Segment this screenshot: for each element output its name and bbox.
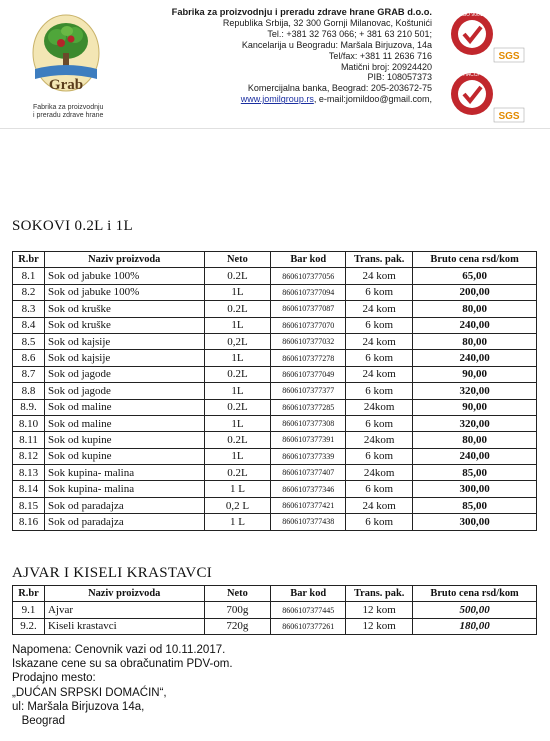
transport-package-cell: 6 kom — [346, 481, 413, 497]
col-header-net: Neto — [204, 252, 271, 268]
price-cell: 85,00 — [413, 465, 537, 481]
table-row — [13, 383, 537, 399]
table-row — [13, 497, 537, 513]
item-number-cell: 8.15 — [13, 497, 45, 513]
barcode-cell: 8606107377377 — [271, 383, 346, 399]
svg-text:HACCP: HACCP — [463, 72, 481, 78]
table-row — [13, 465, 537, 481]
price-cell: 80,00 — [413, 333, 537, 349]
transport-package-cell: 24 kom — [346, 301, 413, 317]
net-volume-cell: 1L — [204, 415, 271, 431]
transport-package-cell: 24 kom — [346, 268, 413, 284]
price-list-notes — [12, 643, 233, 728]
company-logo — [31, 13, 101, 93]
company-pib: PIB: 108057373 — [367, 72, 432, 83]
item-number-cell: 8.7 — [13, 366, 45, 382]
transport-package-cell: 6 kom — [346, 350, 413, 366]
table-row — [13, 301, 537, 317]
transport-package-cell: 12 kom — [346, 618, 413, 634]
barcode-cell: 8606107377285 — [271, 399, 346, 415]
net-volume-cell: 700g — [204, 602, 271, 618]
transport-package-cell: 24kom — [346, 432, 413, 448]
item-number-cell: 8.11 — [13, 432, 45, 448]
note-line: Iskazane cene su sa obračunatim PDV-om. — [12, 658, 233, 671]
table-header-row — [13, 252, 537, 268]
col-header-number: R.br — [13, 586, 45, 602]
product-name-cell: Kiseli krastavci — [44, 618, 204, 634]
transport-package-cell: 6 kom — [346, 415, 413, 431]
table-row — [13, 618, 537, 634]
table-row — [13, 268, 537, 284]
item-number-cell: 9.1 — [13, 602, 45, 618]
sgs-brand: SGS — [498, 111, 520, 122]
price-cell: 320,00 — [413, 383, 537, 399]
transport-package-cell: 6 kom — [346, 383, 413, 399]
price-cell: 240,00 — [413, 448, 537, 464]
price-cell: 85,00 — [413, 497, 537, 513]
transport-package-cell: 12 kom — [346, 602, 413, 618]
barcode-cell: 8606107377056 — [271, 268, 346, 284]
item-number-cell: 8.3 — [13, 301, 45, 317]
barcode-cell: 8606107377346 — [271, 481, 346, 497]
office-address: Kancelarija u Beogradu: Maršala Birjuzova, 14a — [241, 39, 432, 50]
product-name-cell: Sok od jabuke 100% — [44, 284, 204, 300]
price-cell: 90,00 — [413, 366, 537, 382]
transport-package-cell: 6 kom — [346, 514, 413, 530]
company-email: , e-mail:jomildoo@gmail.com, — [313, 94, 432, 105]
item-number-cell: 8.12 — [13, 448, 45, 464]
product-name-cell: Sok od jabuke 100% — [44, 268, 204, 284]
product-name-cell: Sok od kajsije — [44, 350, 204, 366]
item-number-cell: 9.2. — [13, 618, 45, 634]
note-line: Beograd — [12, 715, 66, 728]
col-header-net: Neto — [204, 586, 271, 602]
item-number-cell: 8.6 — [13, 350, 45, 366]
col-header-barcode: Bar kod — [271, 586, 346, 602]
product-name-cell: Sok od kajsije — [44, 333, 204, 349]
net-volume-cell: 1L — [204, 448, 271, 464]
company-address: Republika Srbija, 32 300 Gornji Milanovac, Koštunići — [222, 17, 432, 28]
item-number-cell: 8.1 — [13, 268, 45, 284]
company-bank: Komercijalna banka, Beograd: 205-203672-75 — [247, 83, 432, 94]
price-cell: 200,00 — [413, 284, 537, 300]
table-header-row — [13, 586, 537, 602]
section-title-ajvar: AJVAR I KISELI KRASTAVCI — [12, 565, 213, 581]
product-name-cell: Sok od kupine — [44, 448, 204, 464]
item-number-cell: 8.13 — [13, 465, 45, 481]
col-header-package: Trans. pak. — [346, 252, 413, 268]
product-name-cell: Sok od paradajza — [44, 514, 204, 530]
logo-text: Grab — [48, 77, 84, 93]
website-link[interactable]: www.jomilgroup.rs — [240, 94, 314, 105]
table-row — [13, 350, 537, 366]
barcode-cell: 8606107377438 — [271, 514, 346, 530]
price-cell: 300,00 — [413, 481, 537, 497]
product-name-cell: Sok od kupine — [44, 432, 204, 448]
company-phone: Tel.: +381 32 763 066; + 381 63 210 501; — [267, 28, 432, 39]
item-number-cell: 8.8 — [13, 383, 45, 399]
barcode-cell: 8606107377421 — [271, 497, 346, 513]
item-number-cell: 8.5 — [13, 333, 45, 349]
net-volume-cell: 1 L — [204, 514, 271, 530]
net-volume-cell: 1 L — [204, 481, 271, 497]
net-volume-cell: 0,2 L — [204, 497, 271, 513]
table-row — [13, 399, 537, 415]
haccp-certificate-badge — [448, 68, 526, 126]
transport-package-cell: 24 kom — [346, 333, 413, 349]
product-name-cell: Sok od paradajza — [44, 497, 204, 513]
barcode-cell: 8606107377261 — [271, 618, 346, 634]
product-name-cell: Sok od maline — [44, 399, 204, 415]
net-volume-cell: 0.2L — [204, 301, 271, 317]
company-info — [102, 7, 432, 105]
col-header-product: Naziv proizvoda — [44, 252, 204, 268]
logo-caption-line: i preradu zdrave hrane — [33, 112, 104, 119]
table-row — [13, 514, 537, 530]
price-cell: 240,00 — [413, 350, 537, 366]
transport-package-cell: 6 kom — [346, 284, 413, 300]
net-volume-cell: 1L — [204, 317, 271, 333]
sgs-brand: SGS — [498, 51, 520, 62]
table-row — [13, 366, 537, 382]
product-name-cell: Ajvar — [44, 602, 204, 618]
net-volume-cell: 0.2L — [204, 465, 271, 481]
col-header-price: Bruto cena rsd/kom — [413, 586, 537, 602]
item-number-cell: 8.4 — [13, 317, 45, 333]
table-row — [13, 432, 537, 448]
table-row — [13, 481, 537, 497]
transport-package-cell: 24kom — [346, 399, 413, 415]
table-row — [13, 333, 537, 349]
barcode-cell: 8606107377032 — [271, 333, 346, 349]
product-name-cell: Sok od jagode — [44, 383, 204, 399]
col-header-price: Bruto cena rsd/kom — [413, 252, 537, 268]
item-number-cell: 8.14 — [13, 481, 45, 497]
table-row — [13, 284, 537, 300]
logo-caption-line: Fabrika za proizvodnju — [33, 104, 104, 111]
net-volume-cell: 1L — [204, 350, 271, 366]
product-name-cell: Sok od maline — [44, 415, 204, 431]
barcode-cell: 8606107377308 — [271, 415, 346, 431]
net-volume-cell: 0.2L — [204, 268, 271, 284]
company-maticni: Matični broj: 20924420 — [340, 61, 432, 72]
net-volume-cell: 1L — [204, 383, 271, 399]
product-name-cell: Sok od kruške — [44, 317, 204, 333]
price-cell: 80,00 — [413, 301, 537, 317]
price-cell: 500,00 — [413, 602, 537, 618]
logo-caption — [33, 104, 103, 120]
barcode-cell: 8606107377087 — [271, 301, 346, 317]
svg-text:ISO 9001: ISO 9001 — [461, 12, 483, 18]
price-cell: 240,00 — [413, 317, 537, 333]
note-line: Prodajno mesto: — [12, 672, 96, 685]
barcode-cell: 8606107377445 — [271, 602, 346, 618]
price-cell: 300,00 — [413, 514, 537, 530]
transport-package-cell: 24 kom — [346, 497, 413, 513]
product-name-cell: Sok od kruške — [44, 301, 204, 317]
price-cell: 320,00 — [413, 415, 537, 431]
price-cell: 65,00 — [413, 268, 537, 284]
company-name: Fabrika za proizvodnju i preradu zdrave hrane GRAB d.o.o. — [171, 7, 432, 17]
barcode-cell: 8606107377049 — [271, 366, 346, 382]
price-cell: 80,00 — [413, 432, 537, 448]
table-row — [13, 448, 537, 464]
transport-package-cell: 24kom — [346, 465, 413, 481]
price-cell: 90,00 — [413, 399, 537, 415]
col-header-number: R.br — [13, 252, 45, 268]
net-volume-cell: 720g — [204, 618, 271, 634]
item-number-cell: 8.2 — [13, 284, 45, 300]
transport-package-cell: 6 kom — [346, 317, 413, 333]
barcode-cell: 8606107377070 — [271, 317, 346, 333]
barcode-cell: 8606107377278 — [271, 350, 346, 366]
transport-package-cell: 6 kom — [346, 448, 413, 464]
barcode-cell: 8606107377339 — [271, 448, 346, 464]
table-row — [13, 602, 537, 618]
juice-price-table — [12, 251, 537, 531]
barcode-cell: 8606107377407 — [271, 465, 346, 481]
note-line: Napomena: Cenovnik vazi od 10.11.2017. — [12, 644, 226, 656]
price-cell: 180,00 — [413, 618, 537, 634]
note-line: ul: Maršala Birjuzova 14a, — [12, 700, 145, 713]
iso-certificate-badge — [448, 8, 526, 66]
barcode-cell: 8606107377391 — [271, 432, 346, 448]
product-name-cell: Sok kupina- malina — [44, 481, 204, 497]
item-number-cell: 8.9. — [13, 399, 45, 415]
net-volume-cell: 0.2L — [204, 399, 271, 415]
col-header-barcode: Bar kod — [271, 252, 346, 268]
barcode-cell: 8606107377094 — [271, 284, 346, 300]
net-volume-cell: 1L — [204, 284, 271, 300]
section-title-juices: SOKOVI 0.2L i 1L — [12, 218, 133, 234]
header-divider — [0, 128, 550, 129]
product-name-cell: Sok kupina- malina — [44, 465, 204, 481]
col-header-package: Trans. pak. — [346, 586, 413, 602]
table-row — [13, 317, 537, 333]
col-header-product: Naziv proizvoda — [44, 586, 204, 602]
ajvar-price-table — [12, 585, 537, 635]
company-telfax: Tel/fax: +381 11 2636 716 — [328, 50, 432, 61]
net-volume-cell: 0.2L — [204, 366, 271, 382]
table-row — [13, 415, 537, 431]
product-name-cell: Sok od jagode — [44, 366, 204, 382]
item-number-cell: 8.16 — [13, 514, 45, 530]
transport-package-cell: 24 kom — [346, 366, 413, 382]
net-volume-cell: 0.2L — [204, 432, 271, 448]
net-volume-cell: 0,2L — [204, 333, 271, 349]
note-line: „DUĆAN SRPSKI DOMAĆIN“, — [12, 686, 167, 699]
item-number-cell: 8.10 — [13, 415, 45, 431]
company-contact — [102, 94, 432, 105]
